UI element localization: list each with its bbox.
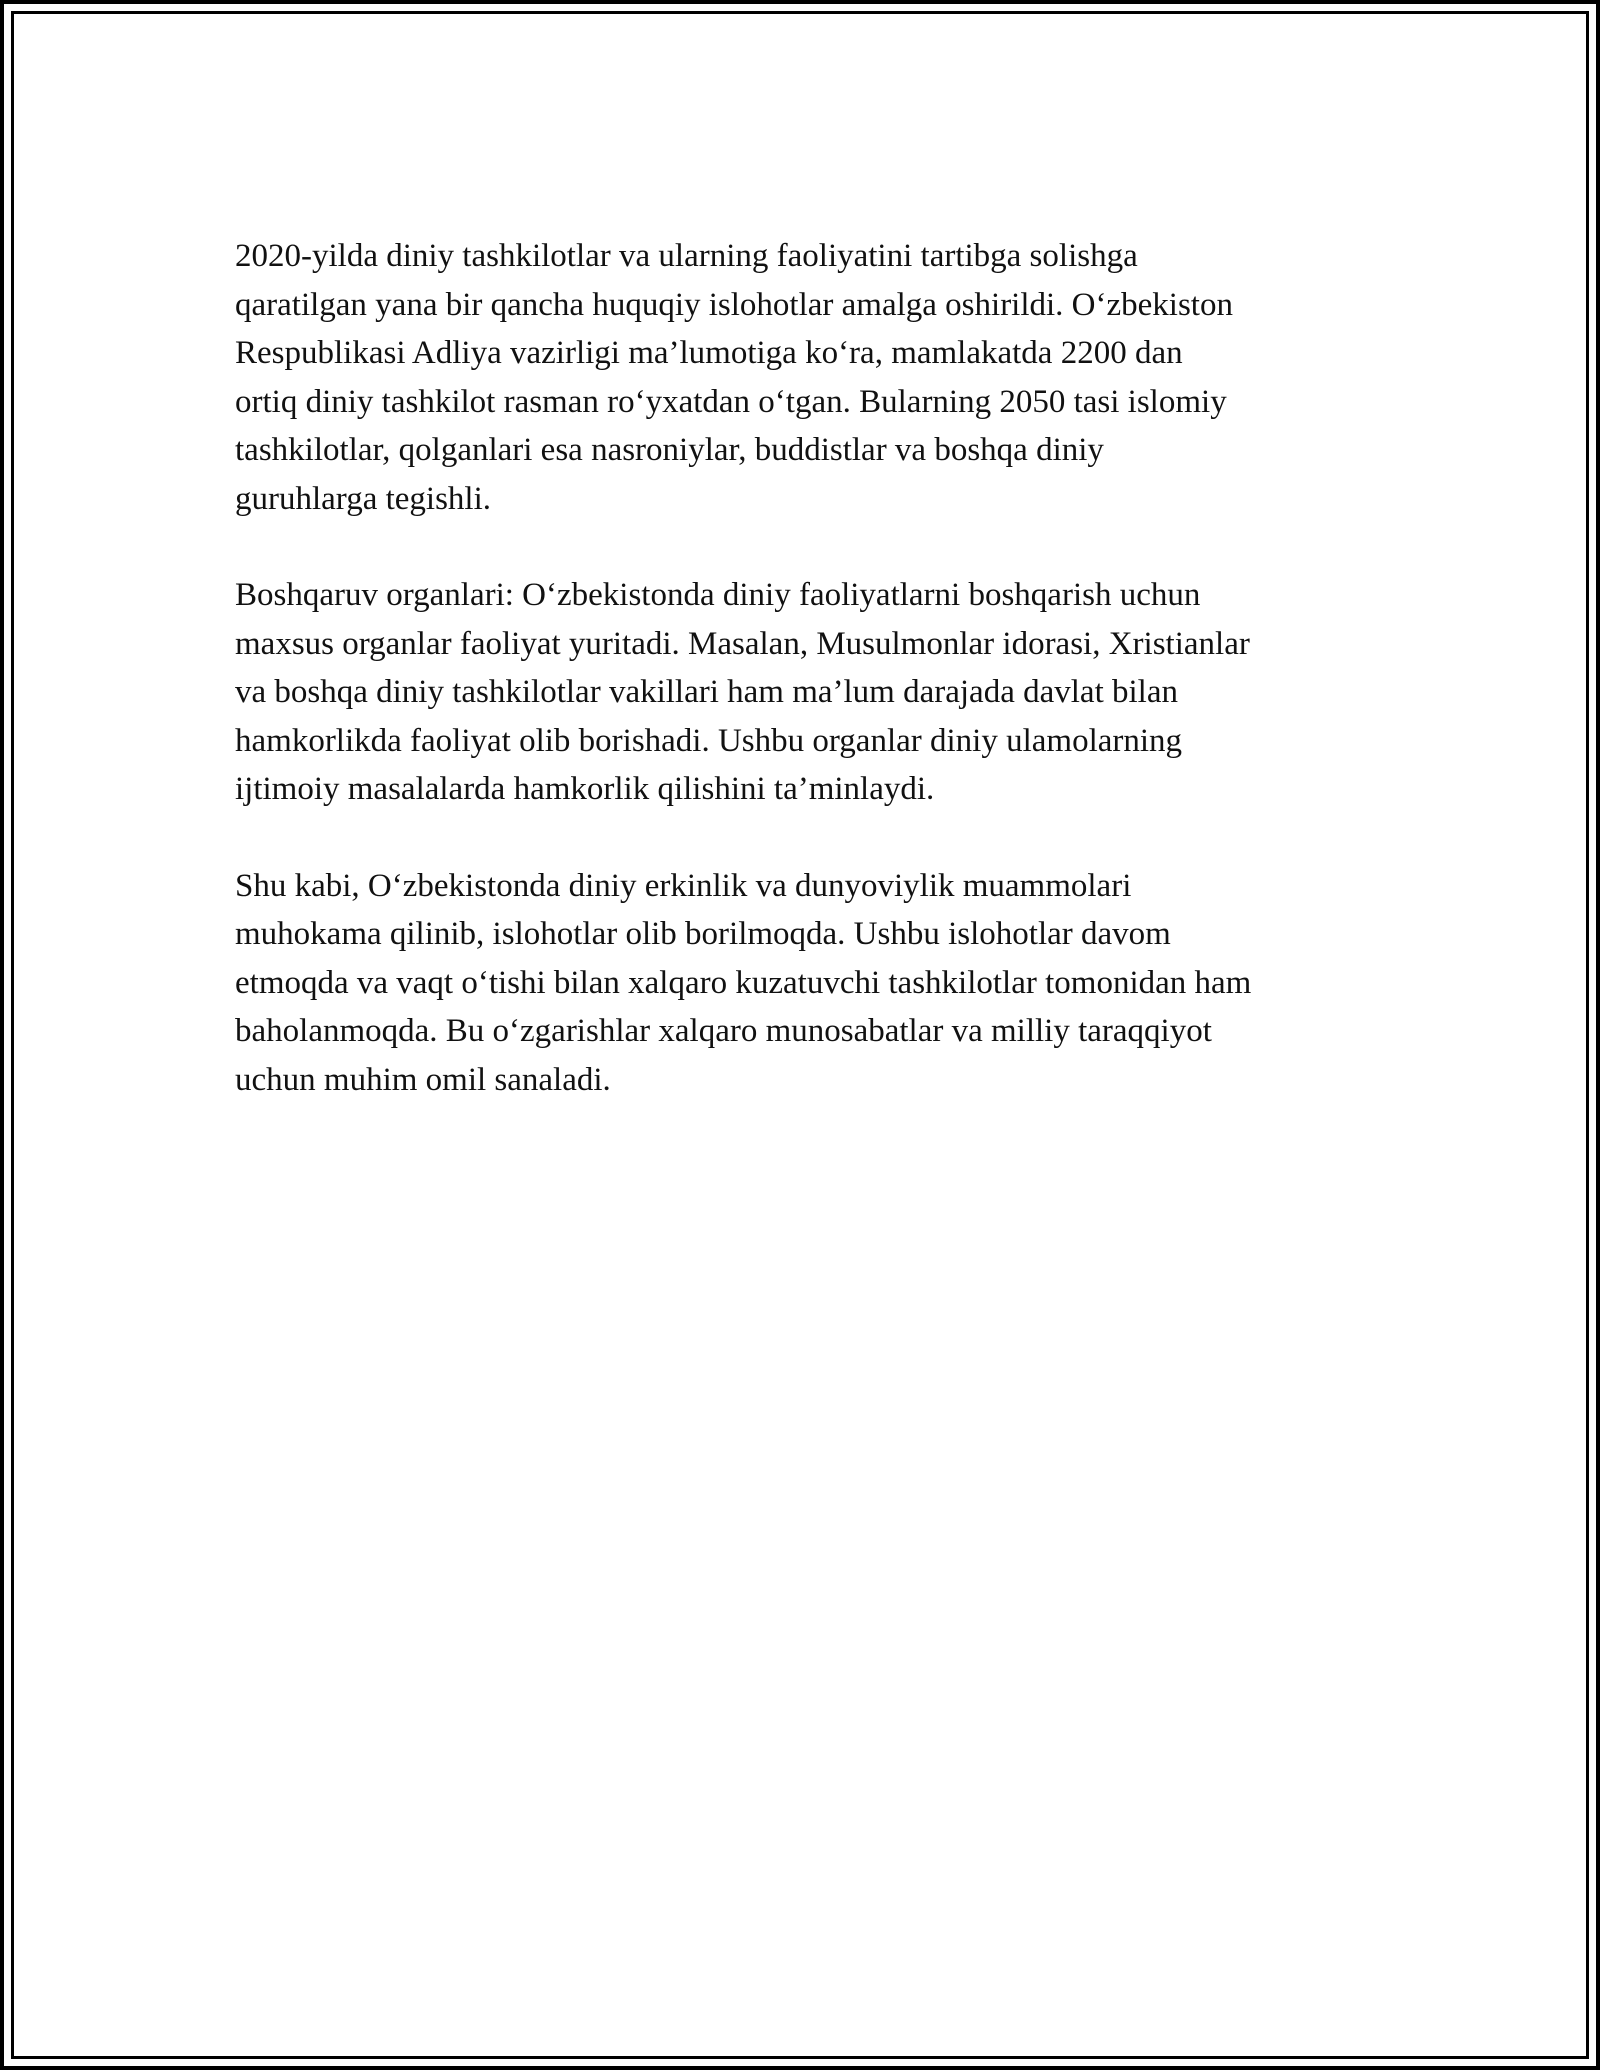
paragraph-intro: 2020-yilda diniy tashkilotlar va ularning faoliyatini tartibga solishga qaratilgan yana bir qancha huquqiy islohotlar amalga oshirildi. O‘zbekiston Respublikasi Adliya vazirligi ma’lumotiga ko‘ra, mamlakatda 2200 dan ortiq diniy tashkilot rasman ro‘yxatdan o‘tgan. Bularning 2050 tasi islomiy tashkilotlar, qolganlari esa nasroniylar, buddistlar va boshqa diniy guruhlarga tegishli. bbox=[235, 238, 1233, 517]
document-body bbox=[235, 232, 1415, 1152]
paragraph-conclusion: Shu kabi, O‘zbekistonda diniy erkinlik va dunyoviylik muammolari muhokama qilinib, islohotlar olib borilmoqda. Ushbu islohotlar davom etmoqda va vaqt o‘tishi bilan xalqaro kuzatuvchi tashkilotlar tomonidan ham baholanmoqda. Bu o‘zgarishlar xalqaro munosabatlar va milliy taraqqiyot uchun muhim omil sanaladi. bbox=[235, 867, 1252, 1098]
paragraph-governing-bodies: Boshqaruv organlari: O‘zbekistonda diniy faoliyatlarni boshqarish uchun maxsus organlar faoliyat yuritadi. Masalan, Musulmonlar idorasi, Xristianlar va boshqa diniy tashkilotlar vakillari ham ma’lum darajada davlat bilan hamkorlikda faoliyat olib borishadi. Ushbu organlar diniy ulamolarning ijtimoiy masalalarda hamkorlik qilishini ta’minlaydi. bbox=[235, 577, 1250, 807]
